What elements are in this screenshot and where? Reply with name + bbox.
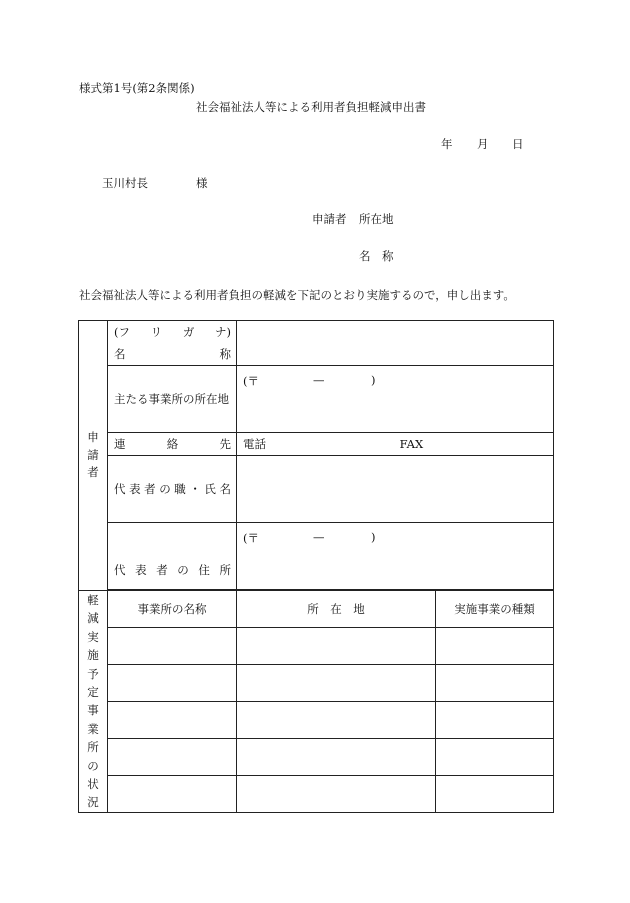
furigana-label: (フ リ ガ ナ) bbox=[114, 325, 231, 339]
postal-code-field: (〒 — ) bbox=[243, 373, 376, 388]
application-table bbox=[78, 320, 554, 813]
row-furigana-name bbox=[79, 321, 554, 366]
applicant-label: 申請者 bbox=[312, 212, 347, 226]
fax-label: FAX bbox=[399, 437, 424, 451]
row-facility-header bbox=[79, 591, 554, 628]
facility-location-cell[interactable] bbox=[237, 738, 436, 775]
name-input-cell[interactable] bbox=[237, 321, 554, 366]
date-year: 年 bbox=[441, 137, 453, 151]
facility-location-cell[interactable] bbox=[237, 701, 436, 738]
row-rep-address bbox=[79, 523, 554, 590]
addressee-name: 玉川村長 bbox=[102, 176, 148, 190]
applicant-address-label: 所在地 bbox=[359, 212, 394, 226]
main-office-label: 主たる事業所の所在地 bbox=[108, 366, 237, 433]
facility-row bbox=[79, 738, 554, 775]
col-header-office-name: 事業所の名称 bbox=[108, 591, 237, 628]
facility-service-cell[interactable] bbox=[436, 738, 554, 775]
facility-row bbox=[79, 701, 554, 738]
facility-name-cell[interactable] bbox=[108, 738, 237, 775]
facility-location-cell[interactable] bbox=[237, 775, 436, 812]
phone-label: 電話 bbox=[243, 437, 266, 451]
addressee-honorific: 様 bbox=[196, 176, 208, 190]
section-facility-status-label: 軽 減 実 施 予 定 事 業 所 の 状 況 bbox=[79, 591, 108, 813]
rep-name-label: 代 表 者 の 職 ・ 氏 名 bbox=[108, 456, 237, 523]
date-month: 月 bbox=[477, 137, 489, 151]
section-applicant-label: 申 請 者 bbox=[79, 321, 108, 591]
date-day: 日 bbox=[512, 137, 524, 151]
facility-service-cell[interactable] bbox=[436, 627, 554, 664]
contact-label: 連 絡 先 bbox=[108, 433, 237, 456]
form-number: 様式第1号(第2条関係) bbox=[79, 81, 195, 95]
facility-name-cell[interactable] bbox=[108, 701, 237, 738]
rep-postal-code-field: (〒 — ) bbox=[243, 530, 376, 545]
document-title: 社会福祉法人等による利用者負担軽減申出書 bbox=[196, 100, 426, 114]
facility-row bbox=[79, 627, 554, 664]
col-header-service-type: 実施事業の種類 bbox=[436, 591, 554, 628]
contact-input-cell[interactable] bbox=[237, 433, 554, 456]
statement-text: 社会福祉法人等による利用者負担の軽減を下記のとおり実施するので，申し出ます。 bbox=[79, 288, 515, 302]
facility-name-cell[interactable] bbox=[108, 664, 237, 701]
rep-address-input-cell[interactable] bbox=[237, 523, 554, 590]
furigana-name-label bbox=[108, 321, 237, 366]
facility-row bbox=[79, 664, 554, 701]
applicant-name-label: 名 称 bbox=[359, 249, 394, 263]
facility-name-cell[interactable] bbox=[108, 627, 237, 664]
row-rep-name bbox=[79, 456, 554, 523]
row-contact bbox=[79, 433, 554, 456]
row-main-office bbox=[79, 366, 554, 433]
facility-service-cell[interactable] bbox=[436, 664, 554, 701]
facility-name-cell[interactable] bbox=[108, 775, 237, 812]
facility-location-cell[interactable] bbox=[237, 664, 436, 701]
col-header-location: 所 在 地 bbox=[237, 591, 436, 628]
facility-location-cell[interactable] bbox=[237, 627, 436, 664]
facility-service-cell[interactable] bbox=[436, 701, 554, 738]
rep-name-input-cell[interactable] bbox=[237, 456, 554, 523]
rep-address-label: 代 表 者 の 住 所 bbox=[108, 523, 237, 590]
facility-service-cell[interactable] bbox=[436, 775, 554, 812]
name-label: 名 称 bbox=[114, 347, 231, 361]
facility-row bbox=[79, 775, 554, 812]
main-office-input-cell[interactable] bbox=[237, 366, 554, 433]
